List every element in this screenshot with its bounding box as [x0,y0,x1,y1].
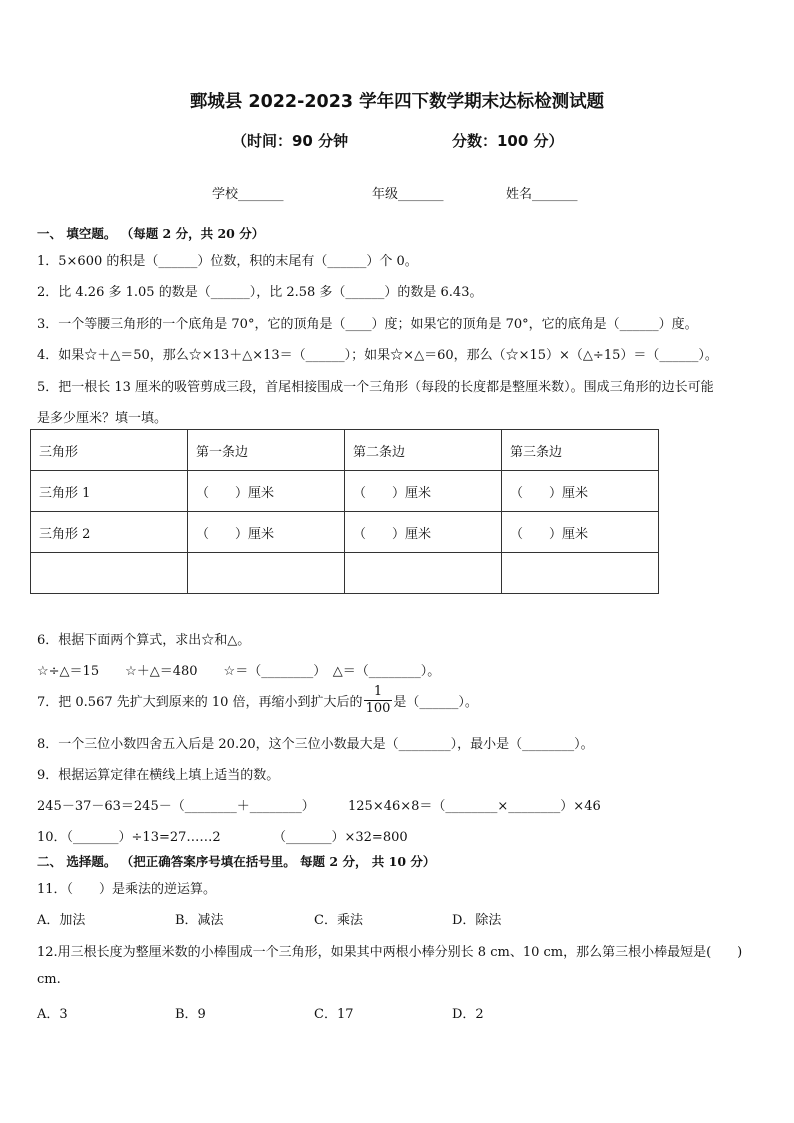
table-cell [188,553,345,594]
table-cell: （ ）厘米 [188,512,345,553]
question-6-equations: ☆÷△＝15 ☆＋△＝480 ☆＝（________） △＝（________）。 [37,664,441,679]
question-12-option-d: D．2 [452,1007,484,1022]
table-cell [502,553,659,594]
table-header-cell: 第一条边 [188,430,345,471]
table-cell: （ ）厘米 [502,471,659,512]
table-cell: （ ）厘米 [345,471,502,512]
question-6: 6．根据下面两个算式，求出☆和△。 [37,633,251,648]
fraction-one-hundredth [364,684,393,717]
question-9-part-a: 245－37－63＝245－（________＋________） [37,799,315,814]
question-11-option-d: D．除法 [452,913,502,928]
question-11-option-c: C．乘法 [314,913,363,928]
question-1: 1．5×600 的积是（______）位数，积的末尾有（______）个 0。 [37,254,418,269]
table-header-cell: 三角形 [31,430,188,471]
table-header-cell: 第三条边 [502,430,659,471]
question-12-option-b: B．9 [175,1007,206,1022]
exam-score: 分数：100 分） [452,132,564,150]
question-12-option-c: C．17 [314,1007,354,1022]
table-cell: 三角形 1 [31,471,188,512]
question-8: 8．一个三位小数四舍五入后是 20.20，这个三位小数最大是（________），最小是（________）。 [37,737,594,752]
section-heading-fill-in: 一、 填空题。 （每题 2 分，共 20 分） [37,226,265,241]
table-row [31,512,659,553]
table-header-cell: 第二条边 [345,430,502,471]
table-header-row [31,430,659,471]
question-12-option-a: A．3 [37,1007,68,1022]
table-cell [31,553,188,594]
question-2: 2．比 4.26 多 1.05 的数是（______），比 2.58 多（______）的数是 6.43。 [37,285,483,300]
table-cell [345,553,502,594]
question-11-option-b: B．减法 [175,913,224,928]
fraction-denominator: 100 [365,701,391,716]
question-5-line-1: 5．把一根长 13 厘米的吸管剪成三段，首尾相接围成一个三角形（每段的长度都是整厘米数）。围成三角形的边长可能 [37,380,714,395]
table-cell: （ ）厘米 [188,471,345,512]
question-7-text: 7．把 0.567 先扩大到原来的 10 倍，再缩小到扩大后的 [37,695,363,710]
school-field: 学校_______ [212,187,284,202]
question-9: 9．根据运算定律在横线上填上适当的数。 [37,768,280,783]
question-11-option-a: A．加法 [37,913,86,928]
section-heading-multiple-choice: 二、 选择题。 （把正确答案序号填在括号里。 每题 2 分， 共 10 分） [37,854,436,869]
question-10-part-a: 10．（_______）÷13=27……2 [37,830,221,845]
question-7 [37,684,478,717]
exam-time: （时间：90 分钟 [232,132,349,150]
name-field: 姓名_______ [506,187,578,202]
question-5-line-2: 是多少厘米？填一填。 [37,411,168,426]
triangle-table [30,429,659,594]
question-4: 4．如果☆＋△＝50，那么☆×13＋△×13＝（______）；如果☆×△＝60，那么（☆×15）×（△÷15）＝（______）。 [37,348,718,363]
question-12-line-2: cm. [37,972,61,987]
grade-field: 年级_______ [372,187,444,202]
question-7-answer: 是（______）。 [393,695,478,710]
table-row [31,471,659,512]
question-12-line-1: 12.用三根长度为整厘米数的小棒围成一个三角形，如果其中两根小棒分别长 8 cm、10 cm，那么第三根小棒最短是( ) [37,945,743,960]
question-11: 11．（ ）是乘法的逆运算。 [37,882,217,897]
table-cell: （ ）厘米 [502,512,659,553]
question-10-part-b: （_______）×32=800 [273,830,408,845]
table-row [31,553,659,594]
table-cell: （ ）厘米 [345,512,502,553]
question-3: 3．一个等腰三角形的一个底角是 70°，它的顶角是（____）度；如果它的顶角是 70°，它的底角是（______）度。 [37,317,698,332]
question-9-part-b: 125×46×8＝（________×________）×46 [348,799,601,814]
exam-title: 鄄城县 2022-2023 学年四下数学期末达标检测试题 [189,92,605,112]
table-cell: 三角形 2 [31,512,188,553]
fraction-numerator: 1 [364,684,393,701]
